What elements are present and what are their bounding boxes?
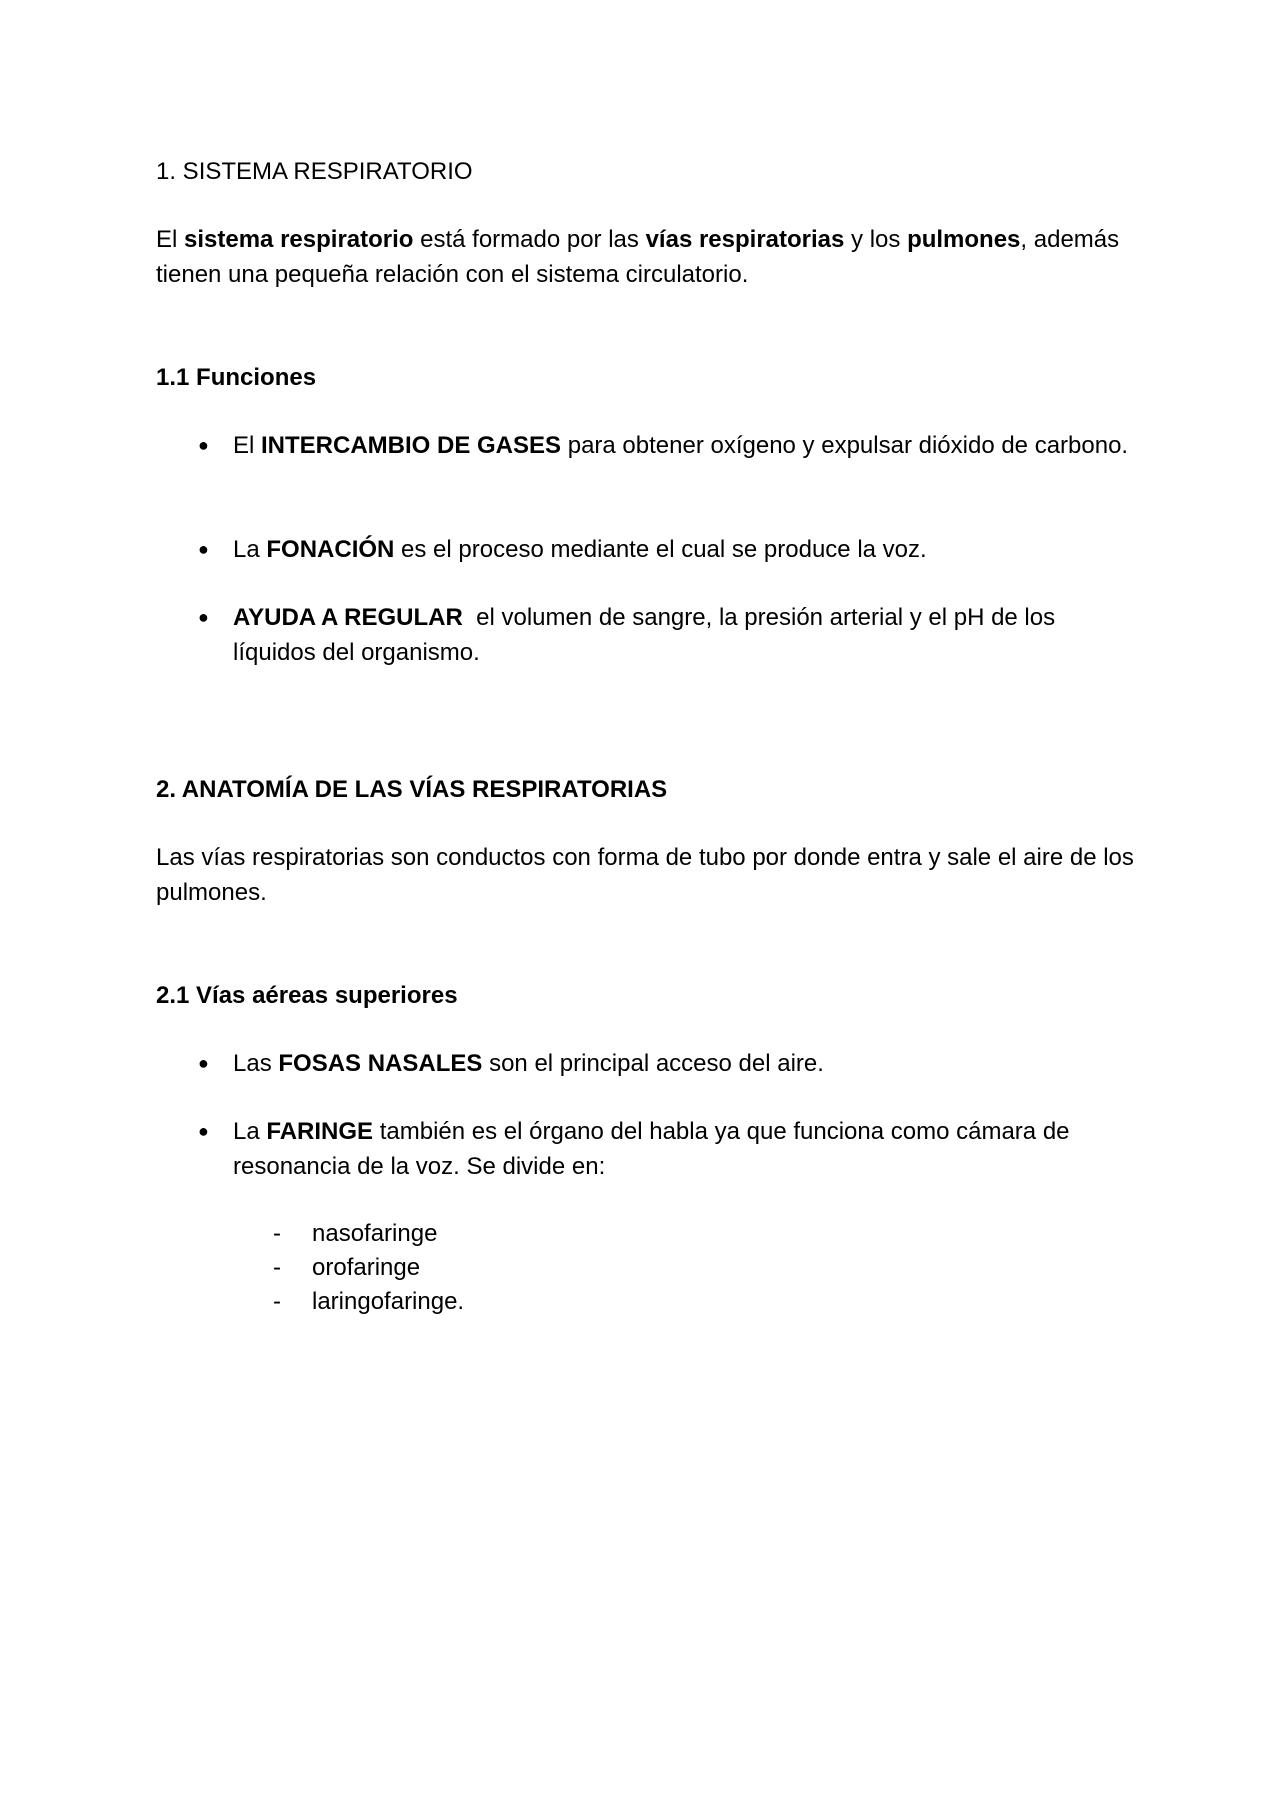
section-1-intro: El sistema respiratorio está formado por las vías respiratorias y los pulmones, además tienen una pequeña relación con el sistema circulatorio. — [156, 226, 1120, 288]
sub-list-item: - orofaringe — [156, 1251, 1136, 1285]
bullet-icon: ● — [198, 1121, 209, 1141]
bullet-icon: ● — [198, 539, 209, 559]
bullet-icon: ● — [198, 435, 209, 455]
dash-icon: - — [273, 1288, 281, 1315]
dash-icon: - — [273, 1220, 281, 1247]
list-item: ● AYUDA A REGULAR el volumen de sangre, la presión arterial y el pH de los líquidos del organismo. — [156, 600, 1136, 670]
list-item: ● La FARINGE también es el órgano del habla ya que funciona como cámara de resonancia de la voz. Se divide en: — [156, 1114, 1136, 1184]
section-2-intro: Las vías respiratorias son conductos con forma de tubo por donde entra y sale el aire de los pulmones. — [156, 844, 1134, 906]
section-1-title: 1. SISTEMA RESPIRATORIO — [156, 158, 473, 185]
bullet-icon: ● — [198, 607, 209, 627]
section-2-title: 2. ANATOMÍA DE LAS VÍAS RESPIRATORIAS — [156, 776, 668, 803]
sub-list-item: - nasofaringe — [156, 1217, 1136, 1251]
list-item: ● El INTERCAMBIO DE GASES para obtener oxígeno y expulsar dióxido de carbono. — [156, 428, 1136, 463]
section-1-1-title: 1.1 Funciones — [156, 364, 317, 391]
sub-list-item: - laringofaringe. — [156, 1285, 1136, 1319]
section-2-1-title: 2.1 Vías aéreas superiores — [156, 982, 458, 1009]
list-item: ● La FONACIÓN es el proceso mediante el cual se produce la voz. — [156, 532, 1136, 567]
list-item: ● Las FOSAS NASALES son el principal acceso del aire. — [156, 1046, 1136, 1081]
bullet-icon: ● — [198, 1053, 209, 1073]
dash-icon: - — [273, 1254, 281, 1281]
